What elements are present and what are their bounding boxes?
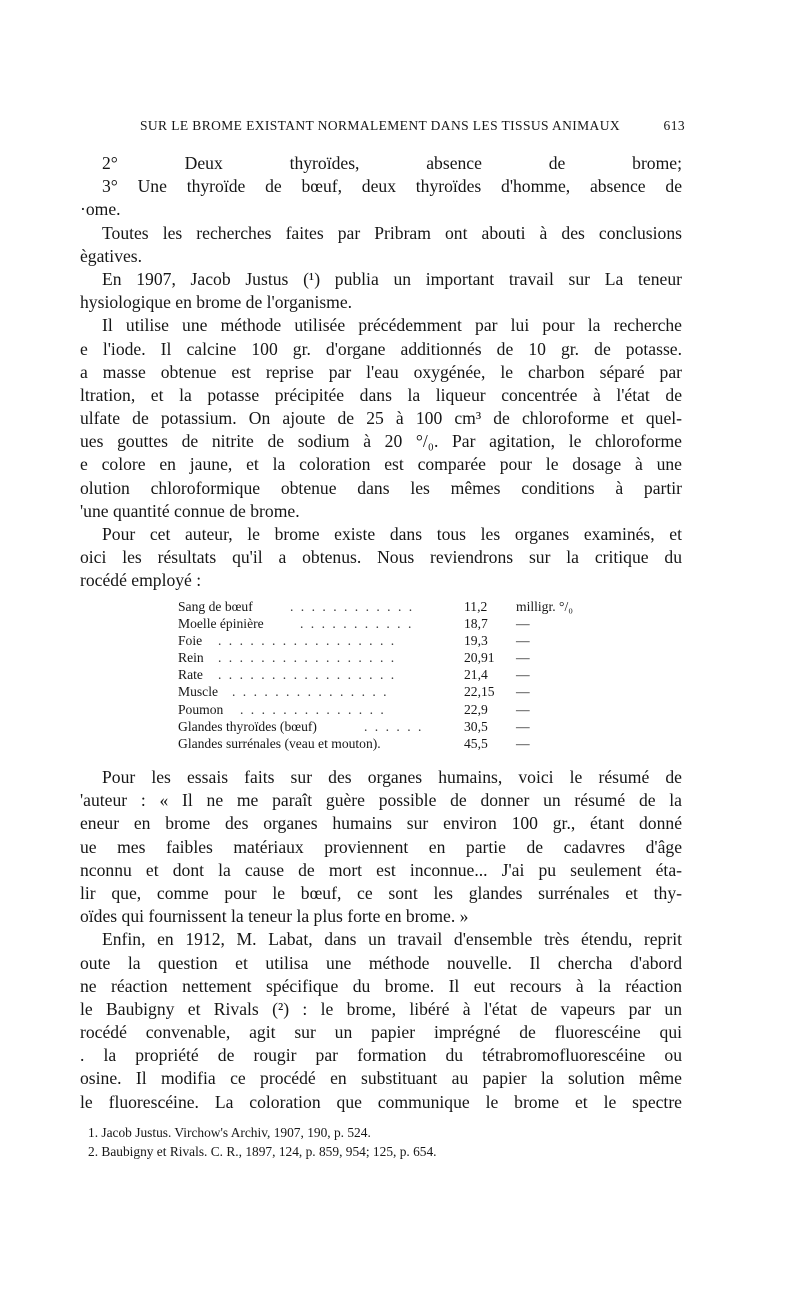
table-row (178, 598, 574, 615)
text-line: ègatives. (80, 245, 143, 266)
text-line: a masse obtenue est reprise par l'eau oxygénée, le charbon séparé par (80, 361, 682, 382)
text-line: Pour les essais faits sur des organes humains, voici le résumé de (102, 767, 682, 787)
unit-label: — (516, 667, 530, 683)
paragraph (80, 222, 682, 268)
body-text-continued (80, 766, 682, 1114)
leader-dots: . . . . . . . . . . . . . . . . . (218, 667, 397, 683)
bromine-value: 11,2 (464, 599, 488, 614)
paragraph (80, 523, 682, 593)
bromine-value: 18,7 (464, 616, 488, 632)
text-line: e colore en jaune, et la coloration est comparée pour le dosage à une (80, 454, 682, 475)
text-line: Enfin, en 1912, M. Labat, dans un travail d'ensemble très étendu, reprit (102, 929, 682, 950)
text-line: ltration, et la potasse précipitée dans la liqueur concentrée à l'état de (80, 384, 682, 405)
leader-dots: . . . . . . . . . . . . . . . . . (218, 633, 397, 649)
organ-label: Glandes thyroïdes (bœuf) (178, 718, 317, 734)
text-line: oute la question et utilisa une méthode nouvelle. Il chercha d'abord (80, 952, 682, 973)
organ-label: Rein (178, 650, 204, 666)
text-line: En 1907, Jacob Justus (¹) publia un important travail sur La teneur (102, 268, 682, 289)
text-line: Pour cet auteur, le brome existe dans tous les organes examinés, et (102, 524, 682, 544)
leader-dots: . . . . . . . . . . . . (290, 599, 415, 614)
table-row (178, 718, 548, 735)
text-line: rocédé convenable, agit sur un papier imprégné de fluorescéine qui (80, 1022, 682, 1043)
bromine-value: 22,15 (464, 684, 495, 700)
text-line: eneur en brome des organes humains sur environ 100 gr., étant donné (80, 813, 682, 834)
footnote: 1. Jacob Justus. Virchow's Archiv, 1907, 190, p. 524. (88, 1125, 371, 1140)
text-line: oïdes qui fournissent la teneur la plus forte en brome. » (80, 906, 469, 927)
text-line: 3° Une thyroïde de bœuf, deux thyroïdes d'homme, absence de (102, 176, 682, 197)
unit-label: — (516, 684, 530, 700)
organ-label: Poumon (178, 701, 224, 717)
footnote: 2. Baubigny et Rivals. C. R., 1897, 124, p. 859, 954; 125, p. 654. (88, 1144, 437, 1159)
organ-label: Sang de bœuf (178, 599, 253, 614)
paragraph (80, 268, 682, 314)
paragraph (80, 928, 682, 1114)
table-row (178, 649, 548, 666)
organ-label: Rate (178, 667, 203, 683)
bromine-value: 30,5 (464, 718, 488, 734)
text-line: le Baubigny et Rivals (²) : le brome, libéré à l'état de vapeurs par un (80, 998, 682, 1019)
bromine-value: 20,91 (464, 650, 495, 666)
text-line: 'une quantité connue de brome. (80, 500, 300, 521)
bromine-value: 45,5 (464, 735, 488, 751)
text-line: 2° Deux thyroïdes, absence de brome; (102, 153, 682, 173)
unit-label: — (516, 718, 530, 734)
text-line: Toutes les recherches faites par Pribram ont abouti à des conclusions (102, 222, 682, 243)
text-line: le fluorescéine. La coloration que communique le brome et le spectre (80, 1091, 682, 1112)
organ-label: Muscle (178, 684, 219, 700)
text-line: ne réaction nettement spécifique du brome. Il eut recours à la réaction (80, 975, 682, 996)
text-line: nconnu et dont la cause de mort est inconnue... J'ai pu seulement éta- (80, 859, 682, 880)
table-row (178, 683, 548, 700)
leader-dots: . . . . . . . . . . . . . . . . . (218, 650, 397, 666)
text-line: olution chloroformique obtenue dans les mêmes conditions à partir (80, 477, 682, 498)
body-text (80, 152, 682, 593)
text-line: lir que, comme pour le bœuf, ce sont les glandes surrénales et thy- (80, 882, 682, 903)
paragraph (80, 152, 682, 222)
unit-label: milligr. °/₀ (516, 599, 574, 614)
leader-dots: . . . . . . (364, 718, 424, 734)
text-line: e l'iode. Il calcine 100 gr. d'organe additionnés de 10 gr. de potasse. (80, 338, 682, 359)
bromine-value: 19,3 (464, 633, 488, 649)
leader-dots: . . . . . . . . . . . . . . . (232, 684, 389, 700)
unit-label: — (516, 735, 530, 751)
text-line: ·ome. (80, 199, 121, 220)
table-row (178, 666, 548, 683)
page-number: 613 (663, 118, 685, 133)
table-row (178, 632, 548, 649)
leader-dots: . . . . . . . . . . . . . . (240, 701, 386, 717)
bromine-value: 22,9 (464, 701, 488, 717)
text-line: oici les résultats qu'il a obtenus. Nous reviendrons sur la critique du (80, 547, 682, 568)
text-line: osine. Il modifia ce procédé en substituant au papier la solution même (80, 1068, 682, 1089)
organ-label: Moelle épinière (178, 616, 264, 632)
unit-label: — (516, 701, 530, 717)
text-line: ues gouttes de nitrite de sodium à 20 °/₀. Par agitation, le chloroforme (80, 431, 682, 452)
text-line: Il utilise une méthode utilisée précédemment par lui pour la recherche (102, 315, 682, 336)
text-line: . la propriété de rougir par formation du tétrabromofluorescéine ou (80, 1045, 682, 1066)
organ-label: Glandes surrénales (veau et mouton). (178, 735, 381, 751)
running-title: SUR LE BROME EXISTANT NORMALEMENT DANS LES TISSUS ANIMAUX (140, 118, 621, 133)
unit-label: — (516, 616, 530, 632)
bromine-content-table (178, 598, 574, 752)
paragraph (80, 314, 682, 523)
bromine-value: 21,4 (464, 667, 488, 683)
leader-dots: . . . . . . . . . . . (300, 616, 414, 632)
unit-label: — (516, 650, 530, 666)
text-line: hysiologique en brome de l'organisme. (80, 292, 353, 313)
organ-label: Foie (178, 633, 203, 649)
text-line: ulfate de potassium. On ajoute de 25 à 100 cm³ de chloroforme et quel- (80, 408, 682, 429)
text-line: rocédé employé : (80, 570, 202, 591)
table-row (178, 615, 548, 632)
paragraph (80, 766, 682, 928)
text-line: 'auteur : « Il ne me paraît guère possible de donner un résumé de la (80, 790, 682, 811)
table-row (178, 735, 548, 752)
text-line: ue mes faibles matériaux proviennent en partie de cadavres d'âge (80, 836, 682, 857)
unit-label: — (516, 633, 530, 649)
table-row (178, 701, 548, 718)
